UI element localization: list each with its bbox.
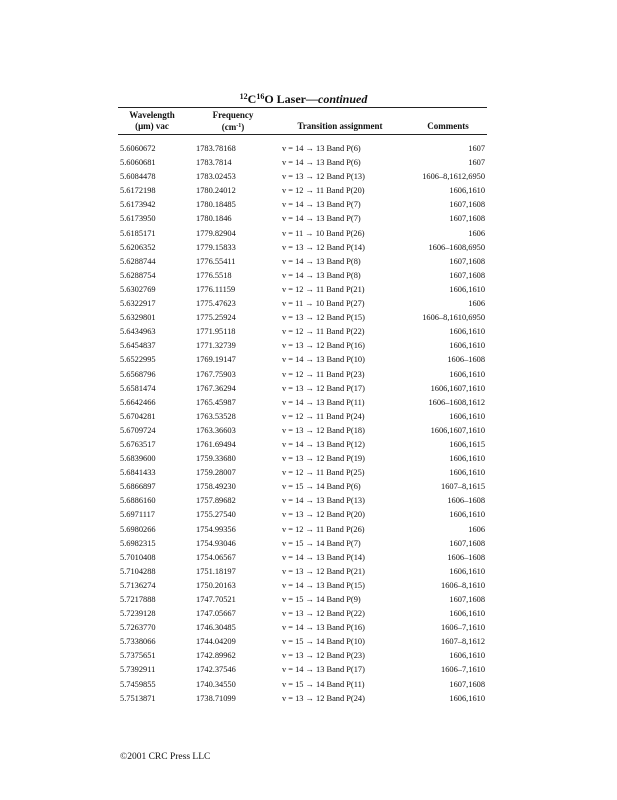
table-row: [0, 635, 617, 649]
wavelength-cell: 5.6302769: [120, 284, 156, 294]
transition-cell: v = 15 → 14 Band P(6): [282, 482, 361, 492]
transition-cell: v = 14 → 13 Band P(6): [282, 158, 361, 168]
wavelength-cell: 5.6329801: [120, 313, 156, 323]
frequency-cell: 1740.34550: [196, 679, 236, 689]
table-row: [0, 297, 617, 311]
table-title: $^{12}C^{16}O$ Laser—continued: [239, 92, 368, 106]
table-row: [0, 663, 617, 677]
table-row: [0, 156, 617, 170]
comments-cell: 1606–1608,1612: [428, 397, 485, 407]
transition-cell: v = 14 → 13 Band P(7): [282, 200, 361, 210]
wavelength-cell: 5.7338066: [120, 637, 156, 647]
table-row: [0, 353, 617, 367]
transition-cell: v = 13 → 12 Band P(13): [282, 172, 365, 182]
header-transition: Transition assignment: [297, 121, 383, 131]
table-row: [0, 325, 617, 339]
table-row: [0, 339, 617, 353]
table-row: [0, 692, 617, 706]
frequency-cell: 1742.89962: [196, 651, 236, 661]
frequency-cell: 1780.18485: [196, 200, 236, 210]
wavelength-cell: 5.6980266: [120, 524, 156, 534]
header-rule: [118, 134, 487, 135]
comments-cell: 1607–8,1615: [441, 482, 485, 492]
wavelength-cell: 5.6886160: [120, 496, 156, 506]
wavelength-cell: 5.7217888: [120, 595, 156, 604]
comments-cell: 1607,1608: [449, 679, 485, 689]
comments-cell: 1606,1610: [449, 411, 485, 421]
table-row: [0, 170, 617, 184]
table-row: [0, 184, 617, 198]
comments-cell: 1607: [468, 158, 485, 168]
wavelength-cell: 5.6288744: [120, 256, 156, 266]
wavelength-cell: 5.7010408: [120, 552, 156, 562]
wavelength-cell: 5.6322917: [120, 299, 156, 309]
frequency-cell: 1776.55411: [196, 256, 236, 266]
wavelength-cell: 5.6454837: [120, 341, 156, 351]
transition-cell: v = 14 → 13 Band P(10): [282, 355, 365, 365]
comments-cell: 1606,1610: [449, 341, 485, 351]
transition-cell: v = 14 → 13 Band P(8): [282, 256, 361, 266]
transition-cell: v = 13 → 12 Band P(14): [282, 242, 365, 252]
table-row: [0, 227, 617, 241]
wavelength-cell: 5.7104288: [120, 566, 156, 576]
table-row: [0, 678, 617, 692]
comments-cell: 1606,1610: [449, 284, 485, 294]
wavelength-cell: 5.6173950: [120, 214, 156, 224]
transition-cell: v = 13 → 12 Band P(21): [282, 566, 365, 576]
frequency-cell: 1783.7814: [196, 158, 232, 168]
table-row: [0, 198, 617, 212]
frequency-cell: 1783.78168: [196, 144, 236, 153]
wavelength-cell: 5.6971117: [120, 510, 155, 520]
frequency-cell: 1780.24012: [196, 186, 236, 196]
wavelength-cell: 5.6206352: [120, 242, 156, 252]
transition-cell: v = 13 → 12 Band P(16): [282, 341, 365, 351]
transition-cell: v = 14 → 13 Band P(8): [282, 270, 361, 280]
frequency-cell: 1767.75903: [196, 369, 236, 379]
wavelength-cell: 5.6704281: [120, 411, 156, 421]
comments-cell: 1606,1610: [449, 510, 485, 520]
table-row: [0, 508, 617, 522]
frequency-cell: 1771.32739: [196, 341, 236, 351]
comments-cell: 1607: [468, 144, 485, 153]
frequency-cell: 1751.18197: [196, 566, 236, 576]
transition-cell: v = 12 → 11 Band P(22): [282, 327, 365, 337]
frequency-cell: 1761.69494: [196, 439, 236, 449]
frequency-cell: 1738.71099: [196, 693, 236, 703]
wavelength-cell: 5.6839600: [120, 454, 156, 464]
wavelength-cell: 5.6434963: [120, 327, 156, 337]
transition-cell: v = 14 → 13 Band P(17): [282, 665, 365, 675]
transition-cell: v = 14 → 13 Band P(14): [282, 552, 365, 562]
wavelength-cell: 5.6084478: [120, 172, 156, 182]
transition-cell: v = 13 → 12 Band P(22): [282, 609, 365, 619]
transition-cell: v = 13 → 12 Band P(15): [282, 313, 365, 323]
comments-cell: 1606,1610: [449, 566, 485, 576]
frequency-cell: 1754.06567: [196, 552, 236, 562]
transition-cell: v = 14 → 13 Band P(13): [282, 496, 365, 506]
table-row: [0, 424, 617, 438]
comments-cell: 1606–7,1610: [441, 665, 485, 675]
comments-cell: 1607,1608: [449, 200, 485, 210]
frequency-cell: 1763.53528: [196, 411, 236, 421]
comments-cell: 1607,1608: [449, 214, 485, 224]
transition-cell: v = 13 → 12 Band P(20): [282, 510, 365, 520]
transition-cell: v = 14 → 13 Band P(7): [282, 214, 361, 224]
frequency-cell: 1744.04209: [196, 637, 236, 647]
wavelength-cell: 5.7136274: [120, 580, 156, 590]
transition-cell: v = 11 → 10 Band P(27): [282, 299, 365, 309]
frequency-cell: 1779.15833: [196, 242, 236, 252]
comments-cell: 1606: [468, 228, 485, 238]
table-row: [0, 593, 617, 607]
wavelength-cell: 5.6982315: [120, 538, 156, 548]
frequency-cell: 1776.5518: [196, 270, 232, 280]
transition-cell: v = 14 → 13 Band P(12): [282, 439, 365, 449]
comments-cell: 1606,1615: [449, 439, 485, 449]
frequency-cell: 1746.30485: [196, 623, 236, 633]
frequency-cell: 1747.70521: [196, 595, 236, 604]
wavelength-cell: 5.7375651: [120, 651, 156, 661]
transition-cell: v = 13 → 12 Band P(23): [282, 651, 365, 661]
wavelength-cell: 5.7459855: [120, 679, 156, 689]
comments-cell: 1606,1610: [449, 609, 485, 619]
frequency-cell: 1776.11159: [196, 284, 236, 294]
table-row: [0, 212, 617, 226]
comments-cell: 1606,1610: [449, 454, 485, 464]
table-row: [0, 382, 617, 396]
transition-cell: v = 12 → 11 Band P(20): [282, 186, 365, 196]
wavelength-cell: 5.6185171: [120, 228, 156, 238]
transition-cell: v = 13 → 12 Band P(17): [282, 383, 365, 393]
wavelength-cell: 5.7392911: [120, 665, 156, 675]
comments-cell: 1606,1610: [449, 369, 485, 379]
frequency-cell: 1754.99356: [196, 524, 236, 534]
table-row: [0, 142, 617, 156]
top-rule: [118, 107, 487, 108]
copyright-footer: ©2001 CRC Press LLC: [120, 752, 211, 762]
comments-cell: 1606–8,1610: [441, 580, 485, 590]
table-row: [0, 438, 617, 452]
wavelength-cell: 5.6060681: [120, 158, 156, 168]
comments-cell: 1607,1608: [449, 256, 485, 266]
comments-cell: 1607,1608: [449, 270, 485, 280]
frequency-cell: 1775.25924: [196, 313, 236, 323]
wavelength-cell: 5.6568796: [120, 369, 156, 379]
comments-cell: 1606,1607,1610: [430, 383, 485, 393]
wavelength-cell: 5.6709724: [120, 425, 156, 435]
table-row: [0, 565, 617, 579]
wavelength-cell: 5.7513871: [120, 693, 156, 703]
table-row: [0, 607, 617, 621]
table-row: [0, 396, 617, 410]
comments-cell: 1606–1608,6950: [428, 242, 485, 252]
comments-cell: 1606–8,1612,6950: [422, 172, 485, 182]
table-row: [0, 579, 617, 593]
wavelength-cell: 5.6581474: [120, 383, 156, 393]
frequency-cell: 1747.05667: [196, 609, 236, 619]
transition-cell: v = 12 → 11 Band P(23): [282, 369, 365, 379]
wavelength-cell: 5.7263770: [120, 623, 156, 633]
table-row: [0, 311, 617, 325]
transition-cell: v = 14 → 13 Band P(6): [282, 144, 361, 153]
comments-cell: 1606,1610: [449, 186, 485, 196]
transition-cell: v = 15 → 14 Band P(10): [282, 637, 365, 647]
table-row: [0, 269, 617, 283]
transition-cell: v = 12 → 11 Band P(21): [282, 284, 365, 294]
frequency-cell: 1759.33680: [196, 454, 236, 464]
frequency-cell: 1767.36294: [196, 383, 236, 393]
comments-cell: 1606,1610: [449, 651, 485, 661]
frequency-cell: 1783.02453: [196, 172, 236, 182]
table-row: [0, 283, 617, 297]
table-row: [0, 410, 617, 424]
table-row: [0, 523, 617, 537]
comments-cell: 1606,1610: [449, 693, 485, 703]
table-row: [0, 466, 617, 480]
comments-cell: 1606–1608: [447, 552, 485, 562]
comments-cell: 1606: [468, 524, 485, 534]
transition-cell: v = 14 → 13 Band P(11): [282, 397, 365, 407]
transition-cell: v = 12 → 11 Band P(26): [282, 524, 365, 534]
wavelength-cell: 5.6866897: [120, 482, 156, 492]
wavelength-cell: 5.6642466: [120, 397, 156, 407]
comments-cell: 1607–8,1612: [441, 637, 485, 647]
transition-cell: v = 14 → 13 Band P(16): [282, 623, 365, 633]
transition-cell: v = 13 → 12 Band P(18): [282, 425, 365, 435]
table-body: [0, 142, 617, 706]
table-row: [0, 537, 617, 551]
table-row: [0, 621, 617, 635]
transition-cell: v = 14 → 13 Band P(15): [282, 580, 365, 590]
wavelength-cell: 5.6841433: [120, 468, 156, 478]
frequency-cell: 1771.95118: [196, 327, 236, 337]
comments-cell: 1606: [468, 299, 485, 309]
header-wavelength: Wavelength (μm) vac: [129, 110, 175, 131]
wavelength-cell: 5.6060672: [120, 144, 156, 153]
transition-cell: v = 15 → 14 Band P(9): [282, 595, 361, 604]
table-row: [0, 649, 617, 663]
transition-cell: v = 15 → 14 Band P(7): [282, 538, 361, 548]
comments-cell: 1606,1610: [449, 468, 485, 478]
wavelength-cell: 5.6288754: [120, 270, 156, 280]
frequency-cell: 1757.89682: [196, 496, 236, 506]
frequency-cell: 1779.82904: [196, 228, 236, 238]
transition-cell: v = 13 → 12 Band P(19): [282, 454, 365, 464]
frequency-cell: 1754.93046: [196, 538, 236, 548]
frequency-cell: 1780.1846: [196, 214, 232, 224]
frequency-cell: 1769.19147: [196, 355, 236, 365]
header-comments: Comments: [427, 121, 469, 131]
transition-cell: v = 12 → 11 Band P(24): [282, 411, 365, 421]
frequency-cell: 1765.45987: [196, 397, 236, 407]
wavelength-cell: 5.6172198: [120, 186, 156, 196]
header-frequency: Frequency $(cm^{-1})$: [212, 110, 254, 132]
table-row: [0, 241, 617, 255]
comments-cell: 1606–8,1610,6950: [422, 313, 485, 323]
comments-cell: 1606–1608: [447, 355, 485, 365]
frequency-cell: 1758.49230: [196, 482, 236, 492]
comments-cell: 1607,1608: [449, 538, 485, 548]
table-row: [0, 494, 617, 508]
table-row: [0, 551, 617, 565]
wavelength-cell: 5.6522995: [120, 355, 156, 365]
frequency-cell: 1775.47623: [196, 299, 236, 309]
table-row: [0, 452, 617, 466]
table-row: [0, 255, 617, 269]
table-row: [0, 368, 617, 382]
comments-cell: 1606–7,1610: [441, 623, 485, 633]
wavelength-cell: 5.6173942: [120, 200, 156, 210]
transition-cell: v = 11 → 10 Band P(26): [282, 228, 365, 238]
wavelength-cell: 5.6763517: [120, 439, 156, 449]
frequency-cell: 1742.37546: [196, 665, 236, 675]
transition-cell: v = 13 → 12 Band P(24): [282, 693, 365, 703]
table-row: [0, 480, 617, 494]
frequency-cell: 1755.27540: [196, 510, 236, 520]
transition-cell: v = 15 → 14 Band P(11): [282, 679, 365, 689]
wavelength-cell: 5.7239128: [120, 609, 156, 619]
frequency-cell: 1763.36603: [196, 425, 236, 435]
frequency-cell: 1759.28007: [196, 468, 236, 478]
comments-cell: 1606,1607,1610: [430, 425, 485, 435]
frequency-cell: 1750.20163: [196, 580, 236, 590]
transition-cell: v = 12 → 11 Band P(25): [282, 468, 365, 478]
comments-cell: 1607,1608: [449, 595, 485, 604]
comments-cell: 1606–1608: [447, 496, 485, 506]
comments-cell: 1606,1610: [449, 327, 485, 337]
